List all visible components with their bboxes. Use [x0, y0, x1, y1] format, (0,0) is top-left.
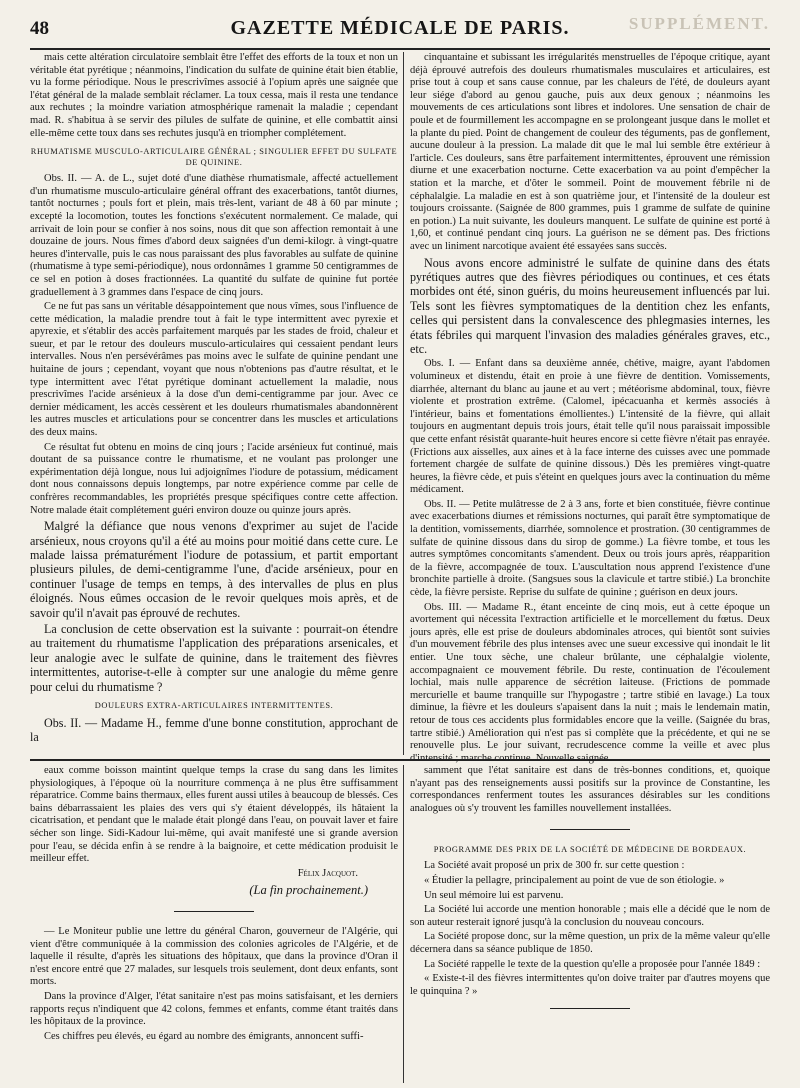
paragraph: Obs. III. — Madame R., étant enceinte de cinq mois, eut à cette époque un avortement qui nécessita l'extraction artificielle et le morcellement du fœtus. Deux jours après, elle est prise de douleurs abdominales atroces, qui bientôt sont suivies d'un mouvement fébrile des plus intenses avec une sueur excessive qui inondait le lit entier. Une toux sèche, une chaleur brûlante, une céphalalgie violente, accompagnaient ce mouvement fébrile. Du reste, continuation de l'écoulement lochial, mais nulle apparence de sécrétion laiteuse. (Frictions de pommade mercurielle et baume tranquille sur l'hypogastre ; tartre stibié en lavage.) La toux diminue, la fièvre et les douleurs s'apaisent dans la nuit ; mais le lendemain matin, retour de tous ces accidents plus formidables encore que la veille. (Saignée du bras, tartre stibié.) Amélioration qui n'est pas si complète que la précédente, et qui ne se renouvelle plus. Le jour suivant, recrudescence comme la veille et avec plus d'intensité ; marche continue. Nouvelle saignée.	[410, 601, 770, 764]
section-heading: PROGRAMME DES PRIX DE LA SOCIÉTÉ DE MÉDECINE DE BORDEAUX.	[433, 845, 747, 855]
section-divider	[30, 759, 770, 761]
paragraph: — Le Moniteur publie une lettre du général Charon, gouverneur de l'Algérie, qui vient d'être communiquée à la commission des colonies agricoles de l'Algérie, et de laquelle il résulte, d'après les situations des hôpitaux, que dans la province d'Oran il n'est encore entré que 27 malades, sur lesquels trois seulement, dont deux enfants, sont morts.	[30, 925, 398, 988]
paragraph: Un seul mémoire lui est parvenu.	[424, 889, 564, 901]
paragraph: Dans la province d'Alger, l'état sanitaire n'est pas moins satisfaisant, et les derniers rapports reçus n'indiquent que 42 colons, femmes et enfants, comme étant traités dans les hôpitaux de la province.	[30, 990, 398, 1028]
journal-title: GAZETTE MÉDICALE DE PARIS.	[230, 17, 570, 39]
column-top-right	[410, 52, 770, 764]
paragraph: La Société lui accorde une mention honorable ; mais elle a décidé que le nom de son auteur resterait ignoré jusqu'à la conclusion du nouveau concours.	[410, 904, 770, 928]
paragraph: Nous avons encore administré le sulfate de quinine dans des états pyrétiques autres que des fièvres périodiques ou continues, et ces états morbides ont été, sinon guéris, du moins heureusement influencés par lui. Tels sont les fièvres symptomatiques de la dentition chez les enfants, celles qui persistent dans la convalescence des phlegmasies internes, les états fébriles qui marquent l'invasion des maladies générales graves, etc., etc.	[410, 255, 770, 356]
paragraph: mais cette altération circulatoire semblait être l'effet des efforts de la toux et non un véritable état pyrétique ; néanmoins, l'indication du sulfate de quinine était bien établie, vu la forme périodique. Nous le prescrivîmes associé à l'opium après une saignée que l'état général de la malade semblait réclamer. La toux cessa, mais il resta une tendance aux rechutes ; la moindre variation atmosphérique ramenait la maladie ; cependant mad. R. s'habitua à se servir des pilules de sulfate de quinine, et elle combattit ainsi elle-même cette toux dans ses rechutes jusqu'à en triompher complétement.	[30, 52, 398, 139]
paragraph: Ces chiffres peu élevés, eu égard au nombre des émigrants, annoncent suffi-	[44, 1030, 364, 1042]
author-signature: Félix Jacquot.	[297, 867, 358, 879]
separator-rule	[174, 911, 254, 912]
page-number: 48	[30, 18, 49, 39]
section-heading: DOULEURS EXTRA-ARTICULAIRES INTERMITTENTES.	[94, 701, 334, 711]
paragraph: La Société avait proposé un prix de 300 fr. sur cette question :	[424, 860, 685, 872]
paragraph: La Société propose donc, sur la même question, un prix de la même valeur qu'elle décernera dans sa séance publique de 1850.	[410, 931, 770, 955]
paragraph: « Étudier la pellagre, principalement au point de vue de son étiologie. »	[424, 874, 725, 886]
paragraph: Malgré la défiance que nous venons d'exprimer au sujet de l'acide arsénieux, nous croyons qu'il a été au moins pour moitié dans cette cure. Le malade laissa prématurément l'iodure de potassium, et partit emportant plusieurs pilules, de demi-centigramme l'une, d'acide arsénieux, pour en continuer l'usage de temps en temps, à des intervalles de plus en plus éloignés. Nous eûmes occasion de le revoir quelques mois après, et de savoir qu'il n'avait pas éprouvé de rechutes.	[30, 519, 398, 620]
page-header	[30, 12, 770, 50]
paragraph: Ce ne fut pas sans un véritable désappointement que nous vîmes, sous l'influence de cette médication, la maladie prendre tout à fait le type intermittent avec pyrexie et apyrexie, et s'établir des accès parfaitement marqués par les stades de froid, chaleur et sueur, et par le retour des douleurs musculo-articulaires qui cessaient pendant leurs intervalles. Nous n'en persévérâmes pas moins avec le sulfate de quinine pendant une huitaine de jours ; cependant, voyant que nous n'obtenions pas d'autre résultat, et le type intermittent avec l'état pyrétique dominant actuellement la maladie, nous prescrivîmes l'acide arsénieux à la dose d'un demi-centigramme par jour. Avec ce dernier médicament, les accès cessèrent et les douleurs rhumatismales abandonnèrent les autres muscles et articulations pour se concentrer dans les muscles et articulations des deux mains.	[30, 301, 398, 439]
bleed-through-text: SUPPLÉMENT.	[628, 14, 770, 33]
paragraph: La conclusion de cette observation est la suivante : pourrait-on étendre au traitement du rhumatisme l'application des préparations arsenicales, et leur analogie avec le sulfate de quinine, dans le traitement des fièvres intermittentes, autorise-t-elle à compter sur une analogie du même genre pour celui du rhumatisme ?	[30, 622, 398, 694]
column-divider-top	[403, 52, 404, 755]
separator-rule	[550, 1008, 630, 1009]
paragraph: La Société rappelle le texte de la question qu'elle a proposée pour l'année 1849 :	[424, 958, 761, 970]
paragraph: Ce résultat fut obtenu en moins de cinq jours ; l'acide arsénieux fut continué, mais doutant de sa puissance contre le rhumatisme, et ne voulant pas prolonger une expérimentation déjà longue, nous lui adjoignîmes l'iodure de potassium, médicament dont nous connaissons depuis longtemps, par notre expérience comme par celle de confrères recommandables, les propriétés presque spécifiques contre cette affection. Notre malade était complétement guéri environ douze ou quinze jours après.	[30, 441, 398, 516]
separator-rule	[550, 829, 630, 830]
section-heading: RHUMATISME MUSCULO-ARTICULAIRE GÉNÉRAL ; SINGULIER EFFET DU SULFATE DE QUININE.	[30, 147, 398, 168]
column-bottom-left	[30, 765, 398, 1083]
continuation-note: (La fin prochainement.)	[249, 883, 368, 898]
paragraph: Obs. II. — Madame H., femme d'une bonne constitution, approchant de la	[30, 716, 398, 745]
column-bottom-right	[410, 765, 770, 1083]
paragraph: Obs. II. — Petite mulâtresse de 2 à 3 ans, forte et bien constituée, fièvre continue avec exacerbations diurnes et rémissions nocturnes, qui paraît être symptomatique de la dentition, vomissements, diarrhée, somnolence et prostration. (30 centigrammes de sulfate de quinine dissous dans du sirop de gomme.) La fièvre tombe, et tous les autres symptômes concomitants s'amendent. Deux ou trois jours après, réapparition de la fièvre, accompagnée de toux. L'auscultation nous apprend l'existence d'une bronchite partielle à droite. (Sangsues sous la clavicule et tartre stibié.) La bronchite cède, la fièvre persiste. Reprise du sulfate de quinine ; guérison en deux jours.	[410, 498, 770, 599]
paragraph: cinquantaine et subissant les irrégularités menstruelles de l'époque critique, ayant déjà éprouvé autrefois des douleurs rhumatismales musculaires et articulaires, est prise tout à coup et sans cause connue, par les chaleurs de l'été, de douleurs ayant leur siége d'abord au genou gauche, puis aux deux genoux ; néanmoins les mouvements de ces articulations sont libres et indolores. Une sensation de chair de poule et de fourmillement les accompagne en se prolongeant jusque dans le mollet et la plante du pied. Point de changement de couleur des téguments, pas de gonflement, aucune douleur à la pression. La malade dit que le mal lui semble être extérieur à l'article. Ces douleurs, sans être parfaitement intermittentes, éprouvent une rémission diurne et une exacerbation nocturne. Cette exacerbation va au point d'empêcher la station et la marche, et d'ôter le sommeil. Point de mouvement fébrile ni de céphalalgie. La maladie en est à son quatrième jour, et l'intensité de la douleur est toujours croissante. (Saignée de 800 grammes, puis 1 gramme de sulfate de quinine en potion.) La nuit suivante, les douleurs manquent. Le sulfate de quinine est porté à 1,60, et continué pendant cinq jours. La guérison ne se dément pas. Des frictions avec un liniment narcotique avaient été essayées sans succès.	[410, 52, 770, 252]
paragraph: eaux comme boisson maintint quelque temps la crase du sang dans les limites physiologiques, à l'époque où la nourriture commença à ne plus être suffisamment réparatrice. Comme bains thermaux, elles furent aussi utiles à beaucoup de blessés. Ces bains débarrassaient les plaies des vers qui s'y étaient développés, ils hâtaient la cicatrisation, et pendant que le malade était plongé dans l'eau, on pouvait laver et faire sécher son linge. Sidi-Kadour lui-même, qui avait manifesté une si grande aversion pour l'eau, se décida enfin à se rendre à la baignoire, et cette médication produisit le meilleur effet.	[30, 765, 398, 865]
paragraph: Obs. I. — Enfant dans sa deuxième année, chétive, maigre, ayant l'abdomen volumineux et distendu, était en proie à une fièvre de dentition. Vomissements, diarrhée, alternant du blanc au jaune et au vert ; météorisme abdominal, toux, fièvre violente et prostration extrême. (Calomel, ipécacuanha et kermès associés à l'intérieur, bains et fomentations émollientes.) L'intensité de la fièvre, qui allait toujours en augmentant depuis trois jours, était telle qu'il nous paraissait impossible que cette enfant résistât quarante-huit heures encore si cette fièvre n'était pas enrayée. (Frictions aux aisselles, aux aines et à la face interne des cuisses avec une pommade fortement chargée de sulfate de quinine dissous.) Dès les premières vingt-quatre heures, la fièvre cède, et puis s'éteint en quelques jours avec la continuation du même médicament.	[410, 358, 770, 496]
paragraph: « Existe-t-il des fièvres intermittentes qu'on doive traiter par d'autres moyens que le quinquina ? »	[410, 973, 770, 997]
column-divider-bottom	[403, 765, 404, 1083]
paragraph: Obs. II. — A. de L., sujet doté d'une diathèse rhumatismale, affecté actuellement d'un rhumatisme musculo-articulaire général offrant des exacerbations, tantôt diurnes, tantôt nocturnes ; pouls fort et plein, mais très-lent, variant de 48 à 60 par minute ; excepté la locomotion, toutes les fonctions s'exécutent normalement. Ce malade, qui arrivait de loin pour se confier à nos soins, nous dit que son affection remontait à une douzaine de jours. Nous fîmes d'abord deux saignées d'un demi-kilogr. à vingt-quatre heures d'intervalle, puis le cas nous paraissant des plus favorables au sulfate de quinine (rhumatisme à type semi-périodique), nous ordonnâmes 1 gramme 50 centigrammes de ce sel en potion à doses fractionnées. La quantité du sulfate de quinine fut portée graduellement à 3 grammes dans l'espace de cinq jours.	[30, 173, 398, 298]
paragraph: samment que l'état sanitaire est dans de très-bonnes conditions, et, quoique n'ayant pas des renseignements aussi positifs sur la province de Constantine, les correspondances renferment toutes les assurances désirables sur les conditions analogues où s'y trouvent les familles nouvellement installées.	[410, 765, 770, 814]
column-top-left	[30, 52, 398, 755]
